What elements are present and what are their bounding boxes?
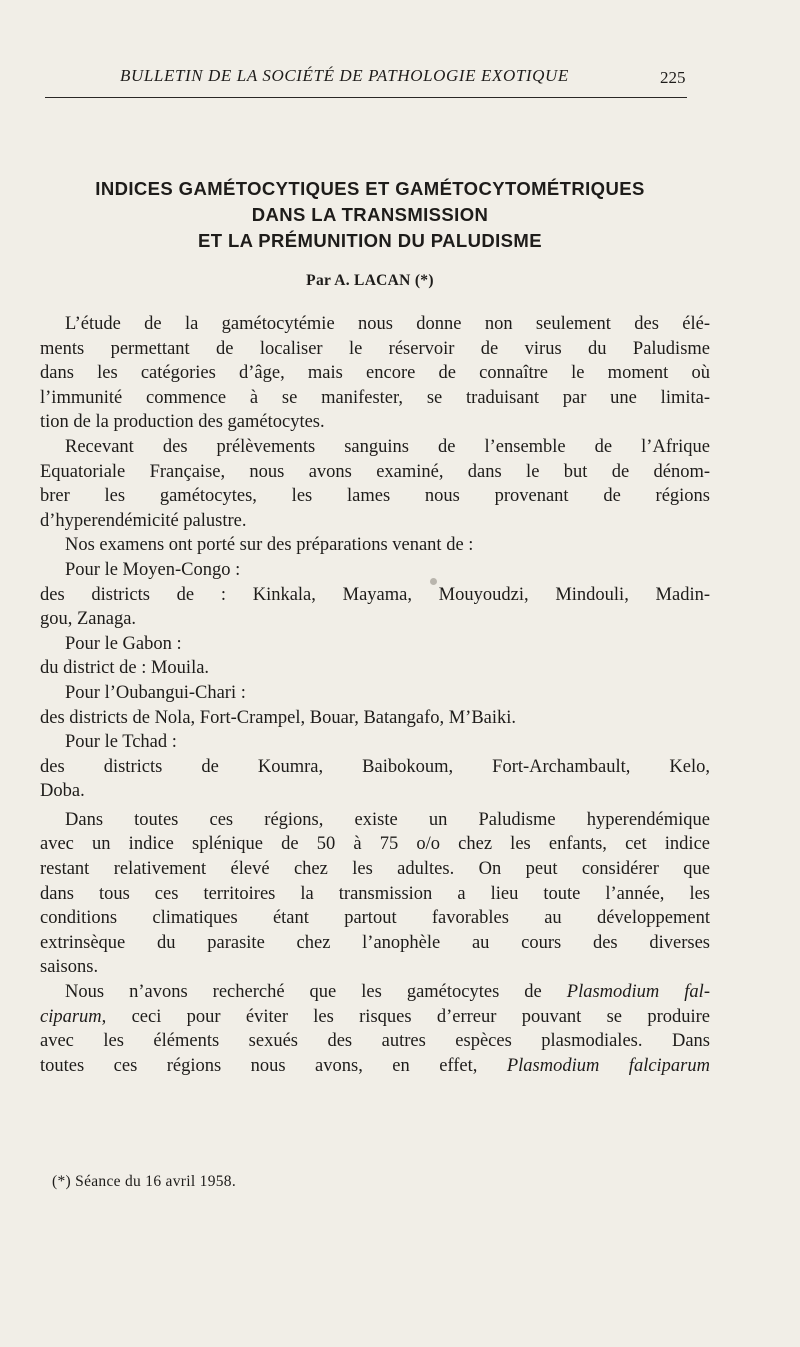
body-line — [40, 1054, 710, 1079]
body-line: tion de la production des gamétocytes. — [40, 412, 325, 433]
body-line: restant relativement élevé chez les adultes. On peut considérer que — [40, 859, 710, 880]
article-title — [40, 176, 700, 254]
page-number: 225 — [660, 68, 686, 87]
footnote: (*) Séance du 16 avril 1958. — [52, 1173, 237, 1190]
ink-smudge — [430, 578, 437, 585]
body-line: Doba. — [40, 781, 85, 802]
body-line: des districts de Koumra, Baibokoum, Fort-Archambault, Kelo, — [40, 756, 710, 777]
body-text-span: , ceci pour éviter les risques d’erreur pouvant se produire — [101, 1006, 710, 1027]
body-line: l’immunité commence à se manifester, se traduisant par une limita- — [40, 387, 710, 408]
body-line: Pour le Tchad : — [65, 732, 177, 753]
body-text-span: toutes ces régions nous avons, en effet, — [40, 1055, 507, 1076]
body-line: avec les éléments sexués des autres espèces plasmodiales. Dans — [40, 1031, 710, 1052]
journal-title: BULLETIN DE LA SOCIÉTÉ DE PATHOLOGIE EXOTIQUE — [120, 66, 569, 85]
body-line: du district de : Mouila. — [40, 658, 210, 679]
body-line: Dans toutes ces régions, existe un Paludisme hyperendémique — [65, 809, 710, 830]
body-line: Pour le Moyen-Congo : — [65, 559, 241, 580]
body-line: Pour l’Oubangui-Chari : — [65, 682, 246, 703]
body-line: conditions climatiques étant partout favorables au développement — [40, 908, 710, 929]
body-line: extrinsèque du parasite chez l’anophèle au cours des diverses — [40, 932, 710, 953]
species-name: Plasmodium falciparum — [506, 1055, 710, 1076]
species-name: ciparum — [40, 1006, 102, 1027]
title-line: INDICES GAMÉTOCYTIQUES ET GAMÉTOCYTOMÉTRIQUES — [95, 178, 645, 199]
body-line: brer les gamétocytes, les lames nous provenant de régions — [40, 486, 710, 507]
species-name: Plasmodium fal- — [566, 982, 710, 1003]
body-line: Recevant des prélèvements sanguins de l’ensemble de l’Afrique — [65, 436, 710, 457]
body-line: dans tous ces territoires la transmission a lieu toute l’année, les — [40, 883, 710, 904]
body-line: avec un indice splénique de 50 à 75 o/o chez les enfants, cet indice — [40, 834, 710, 855]
running-head — [0, 66, 800, 92]
body-line: gou, Zanaga. — [40, 609, 137, 630]
title-line: ET LA PRÉMUNITION DU PALUDISME — [198, 230, 542, 251]
article-body — [40, 312, 710, 1078]
body-line: dans les catégories d’âge, mais encore de connaître le moment où — [40, 363, 710, 384]
body-line: Equatoriale Française, nous avons examiné, dans le but de dénom- — [40, 461, 710, 482]
body-line — [40, 1005, 710, 1030]
body-line: des districts de : Kinkala, Mayama, Mouyoudzi, Mindouli, Madin- — [40, 584, 710, 605]
body-line: d’hyperendémicité palustre. — [40, 510, 247, 531]
author-byline: Par A. LACAN (*) — [306, 272, 434, 289]
body-line: des districts de Nola, Fort-Crampel, Bouar, Batangafo, M’Baiki. — [40, 707, 517, 728]
header-rule — [45, 97, 687, 98]
body-text-span: Nous n’avons recherché que les gamétocytes de — [65, 982, 567, 1003]
body-line: L’étude de la gamétocytémie nous donne non seulement des élé- — [65, 314, 710, 334]
body-line: Nos examens ont porté sur des préparations venant de : — [65, 535, 474, 556]
body-line: Pour le Gabon : — [65, 633, 182, 654]
body-line — [40, 980, 710, 1005]
body-line: saisons. — [40, 957, 99, 978]
body-line: ments permettant de localiser le réservoir de virus du Paludisme — [40, 338, 710, 359]
title-line: DANS LA TRANSMISSION — [251, 204, 489, 225]
